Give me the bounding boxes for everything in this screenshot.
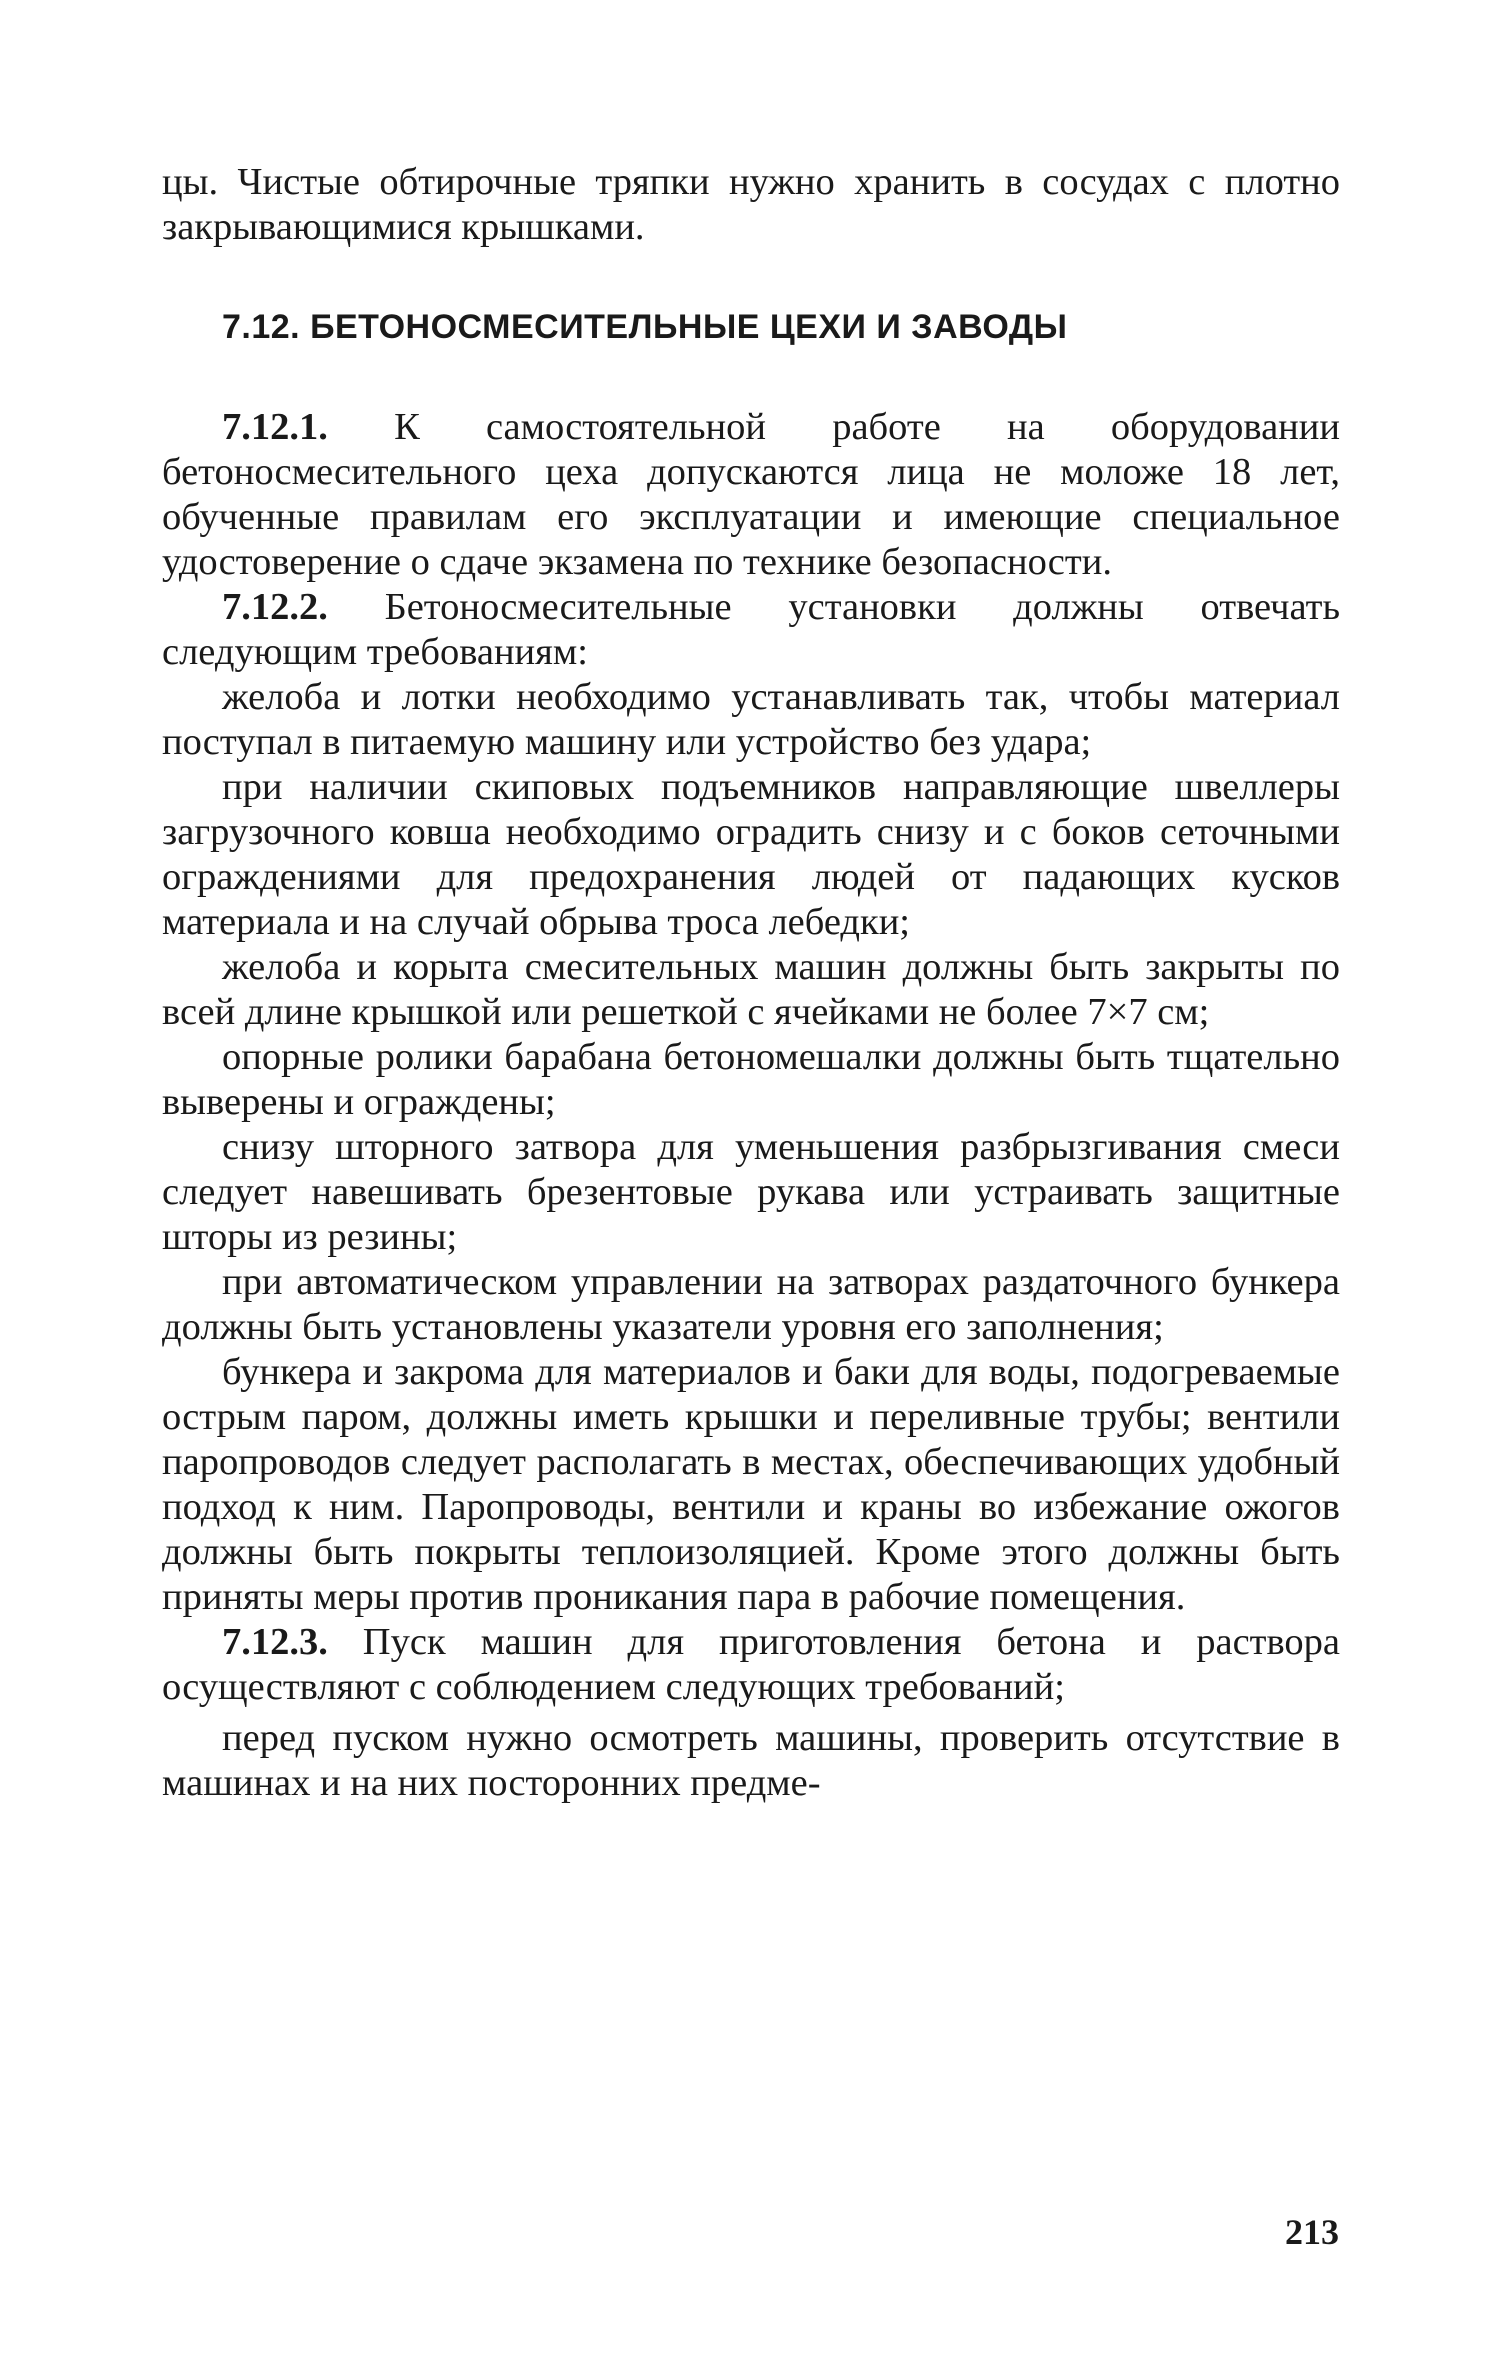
list-item: при автоматическом управлении на затворах раздаточного бункера должны быть установлены указатели уровня его заполнения; — [162, 1261, 1340, 1348]
page-number: 213 — [1285, 2212, 1339, 2252]
page-body — [162, 160, 1340, 1806]
intro-paragraph: цы. Чистые обтирочные тряпки нужно хранить в сосудах с плотно закрывающимися крышками. — [162, 161, 1340, 248]
paragraph-7-12-3 — [162, 1620, 1340, 1710]
paragraph-7-12-1 — [162, 405, 1340, 585]
list-item: при наличии скиповых подъемников направляющие швеллеры загрузочного ковша необходимо оградить снизу и с боков сеточными ограждениями для предохранения людей от падающих кусков материала и на случай обрыва троса лебедки; — [162, 766, 1340, 943]
paragraph-7-12-2 — [162, 585, 1340, 675]
paragraph-text: Бетоносмесительные установки должны отвечать следующим требованиям: — [162, 586, 1340, 673]
paragraph-text: К самостоятельной работе на оборудовании бетоносмесительного цеха допускаются лица не моложе 18 лет, обученные правилам его эксплуатации и имеющие специальное удостоверение о сдаче экзамена по технике безопасности. — [162, 406, 1340, 583]
list-item: бункера и закрома для материалов и баки для воды, подогреваемые острым паром, должны иметь крышки и переливные трубы; вентили паропроводов следует располагать в местах, обеспечивающих удобный подход к ним. Паропроводы, вентили и краны во избежание ожогов должны быть покрыты теплоизоляцией. Кроме этого должны быть приняты меры против проникания пара в рабочие помещения. — [162, 1351, 1340, 1618]
list-item: желоба и корыта смесительных машин должны быть закрыты по всей длине крышкой или решеткой с ячейками не более 7×7 см; — [162, 946, 1340, 1033]
paragraph-number: 7.12.1. — [222, 406, 328, 448]
list-item: опорные ролики барабана бетономешалки должны быть тщательно выверены и ограждены; — [162, 1036, 1340, 1123]
final-paragraph: перед пуском нужно осмотреть машины, проверить отсутствие в машинах и на них посторонних предме- — [162, 1717, 1340, 1804]
section-heading: 7.12. БЕТОНОСМЕСИТЕЛЬНЫЕ ЦЕХИ И ЗАВОДЫ — [222, 308, 1068, 346]
paragraph-text: Пуск машин для приготовления бетона и раствора осуществляют с соблюдением следующих требований; — [162, 1621, 1340, 1708]
list-item: снизу шторного затвора для уменьшения разбрызгивания смеси следует навешивать брезентовые рукава или устраивать защитные шторы из резины; — [162, 1126, 1340, 1258]
list-item: желоба и лотки необходимо устанавливать так, чтобы материал поступал в питаемую машину или устройство без удара; — [162, 676, 1340, 763]
paragraph-number: 7.12.2. — [222, 586, 328, 628]
paragraph-number: 7.12.3. — [222, 1621, 328, 1663]
